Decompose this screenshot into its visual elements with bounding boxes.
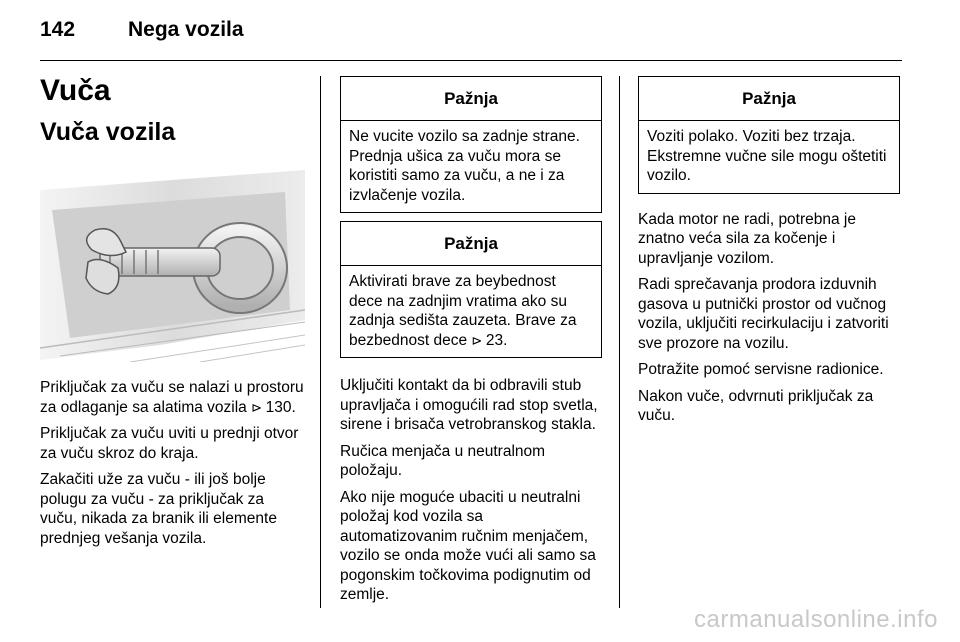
section-subheading: Vuča vozila: [40, 118, 176, 146]
column-1: [40, 72, 305, 555]
caution-text-body: Aktivirati brave za beybednost dece na zadnjim vratima ako su zadnja sedišta zauzeta. Brave za bezbednost dece: [349, 273, 577, 349]
column-2: [340, 76, 602, 612]
arrow-reference-icon: ⊳: [251, 399, 266, 415]
caution-title: Pažnja: [341, 77, 601, 121]
header-rule: [40, 60, 902, 61]
column-divider-1: [320, 76, 321, 608]
arrow-reference-icon: ⊳: [471, 332, 486, 348]
paragraph: Nakon vuče, odvrnuti priključak za vuču.: [638, 387, 874, 424]
caution-title: Pažnja: [341, 222, 601, 266]
paragraph: Ručica menjača u neutralnom položaju.: [340, 442, 546, 479]
paragraph: [40, 378, 305, 417]
caution-box: [340, 76, 602, 213]
column-3: [638, 76, 900, 433]
paragraph-text: Priključak za vuču se nalazi u prostoru za odlaganje sa alatima vozila: [40, 379, 304, 416]
caution-text: Ne vucite vozilo sa zadnje strane. Prednja ušica za vuču mora se koristiti samo za vuču, a ne i za izvlačenje vozila.: [349, 128, 580, 204]
page-reference: 23.: [485, 331, 508, 349]
paragraph: Radi sprečavanja prodora izduvnih gasova u putnički prostor od vučnog vozila, uključiti recirkulaciju i zatvoriti sve prozore na vozilu.: [638, 276, 889, 352]
caution-text: [341, 266, 601, 357]
caution-box: [340, 221, 602, 358]
chapter-title: Nega vozila: [128, 18, 244, 41]
section-heading: Vuča: [40, 74, 111, 107]
paragraph: Zakačiti uže za vuču - ili još bolje polugu za vuču - za priključak za vuču, nikada za branik ili elemente prednjeg vešanja vozila.: [40, 471, 277, 547]
page-number: 142: [40, 18, 76, 41]
paragraph: Priključak za vuču uviti u prednji otvor za vuču skroz do kraja.: [40, 425, 299, 462]
paragraph: Ako nije moguće ubaciti u neutralni položaj kod vozila sa automatizovanim ručnim menjačem, vozilo se onda može vući ali samo sa pogonskim točkovima podignutim od zemlje.: [340, 488, 596, 603]
paragraph: Kada motor ne radi, potrebna je znatno veća sila za kočenje i upravljanje vozilom.: [638, 210, 856, 267]
watermark: carmanualsonline.info: [694, 606, 938, 633]
caution-title: Pažnja: [639, 77, 899, 121]
page-reference: 130.: [265, 398, 296, 416]
caution-box: [638, 76, 900, 194]
paragraph: Potražite pomoć servisne radionice.: [638, 361, 884, 378]
paragraph: Uključiti kontakt da bi odbravili stub upravljača i omogućili rad stop svetla, sirene i brisača vetrobranskog stakla.: [340, 377, 598, 433]
caution-text: Voziti polako. Voziti bez trzaja. Ekstremne vučne sile mogu oštetiti vozilo.: [647, 128, 887, 184]
column-divider-2: [619, 76, 620, 608]
tow-eye-illustration: [40, 170, 305, 362]
